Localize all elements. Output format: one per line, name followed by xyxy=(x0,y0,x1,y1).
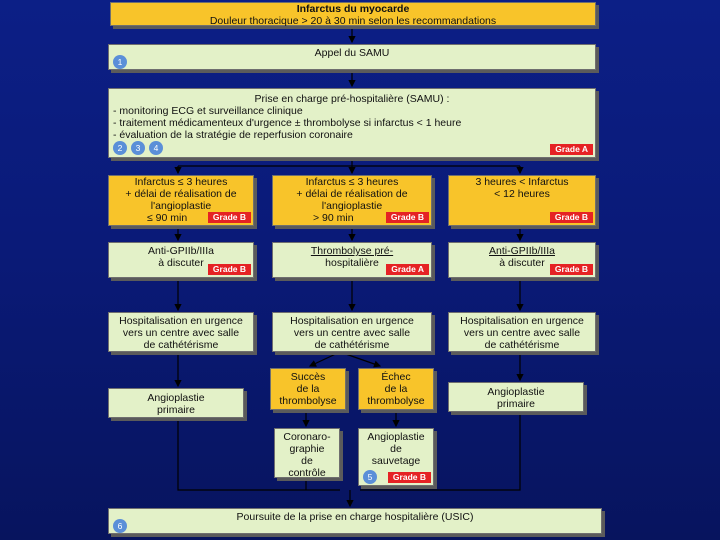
hospitalisation-line: de cathétérisme xyxy=(143,339,219,351)
strategy-box-thrombolysis xyxy=(272,175,432,226)
prehospital-line: - évaluation de la stratégie de reperfusion coronaire xyxy=(113,129,353,141)
footer-box xyxy=(108,508,602,534)
coronarography-line: graphie xyxy=(289,443,325,455)
treatment-box-gpiib-right xyxy=(448,242,596,278)
treatment-box-gpiib-left xyxy=(108,242,254,278)
samu-label: Appel du SAMU xyxy=(314,47,390,59)
outcome-line: de la xyxy=(384,383,408,395)
strategy-line: 3 heures < Infarctus xyxy=(475,176,569,188)
rescue-line: de xyxy=(390,443,402,455)
grade-badge: Grade B xyxy=(550,264,593,275)
strategy-box-angioplasty-90 xyxy=(108,175,254,226)
strategy-line: < 12 heures xyxy=(494,188,550,200)
outcome-line: de la xyxy=(296,383,320,395)
outcome-line: Succès xyxy=(290,371,326,383)
control-coronarography-box xyxy=(274,428,340,478)
hospitalisation-line: de cathétérisme xyxy=(314,339,390,351)
reference-badge: 5 xyxy=(363,470,377,484)
outcome-line: thrombolyse xyxy=(367,395,425,407)
reference-badge: 1 xyxy=(113,55,127,69)
treatment-line: à discuter xyxy=(499,257,545,269)
treatment-line: Anti-GPIIb/IIIa xyxy=(148,245,214,257)
hospitalisation-line: vers un centre avec salle xyxy=(293,327,411,339)
thrombolysis-success-box xyxy=(270,368,346,410)
treatment-box-thrombolysis xyxy=(272,242,432,278)
header-box xyxy=(110,2,596,26)
strategy-box-late xyxy=(448,175,596,226)
hospitalisation-box-left xyxy=(108,312,254,352)
hospitalisation-line: Hospitalisation en urgence xyxy=(290,315,414,327)
grade-badge: Grade B xyxy=(208,212,251,223)
reference-badge: 3 xyxy=(131,141,145,155)
primary-angioplasty-box-left xyxy=(108,388,244,418)
hospitalisation-line: Hospitalisation en urgence xyxy=(119,315,243,327)
strategy-line: Infarctus ≤ 3 heures xyxy=(305,176,399,188)
grade-badge: Grade A xyxy=(550,144,593,155)
angioplasty-line: Angioplastie xyxy=(147,392,205,404)
footer-label: Poursuite de la prise en charge hospitalière (USIC) xyxy=(236,511,474,523)
prehospital-line: - traitement médicamenteux d'urgence ± thrombolyse si infarctus < 1 heure xyxy=(113,117,462,129)
treatment-line: à discuter xyxy=(158,257,204,269)
strategy-line: + délai de réalisation de xyxy=(296,188,408,200)
arrow xyxy=(340,352,380,366)
rescue-line: sauvetage xyxy=(371,455,421,467)
prehospital-line: - monitoring ECG et surveillance clinique xyxy=(113,105,303,117)
reference-badge: 6 xyxy=(113,519,127,533)
angioplasty-line: primaire xyxy=(157,404,195,416)
grade-badge: Grade B xyxy=(386,212,429,223)
hospitalisation-line: vers un centre avec salle xyxy=(122,327,240,339)
reference-badge: 2 xyxy=(113,141,127,155)
coronarography-line: de xyxy=(301,455,313,467)
samu-box xyxy=(108,44,596,70)
hospitalisation-line: de cathétérisme xyxy=(484,339,560,351)
grade-badge: Grade B xyxy=(208,264,251,275)
treatment-line: hospitalière xyxy=(325,257,379,269)
grade-badge: Grade A xyxy=(386,264,429,275)
coronarography-line: contrôle xyxy=(288,467,326,479)
outcome-line: Échec xyxy=(381,371,411,383)
primary-angioplasty-box-right xyxy=(448,382,584,412)
header-subtitle: Douleur thoracique > 20 à 30 min selon les recommandations xyxy=(209,15,497,27)
hospitalisation-box-right xyxy=(448,312,596,352)
hospitalisation-line: Hospitalisation en urgence xyxy=(460,315,584,327)
arrow xyxy=(310,352,340,366)
coronarography-line: Coronaro- xyxy=(283,431,331,443)
strategy-line: Infarctus ≤ 3 heures xyxy=(134,176,228,188)
treatment-line: Thrombolyse pré- xyxy=(310,245,394,257)
reference-badge: 4 xyxy=(149,141,163,155)
angioplasty-line: Angioplastie xyxy=(487,386,545,398)
strategy-line: > 90 min xyxy=(313,212,354,224)
hospitalisation-box-middle xyxy=(272,312,432,352)
angioplasty-line: primaire xyxy=(497,398,535,410)
rescue-angioplasty-box xyxy=(358,428,434,486)
prehospital-title: Prise en charge pré-hospitalière (SAMU) : xyxy=(254,93,450,105)
strategy-line: l'angioplastie xyxy=(150,200,212,212)
strategy-line: ≤ 90 min xyxy=(147,212,188,224)
prehospital-box xyxy=(108,88,596,158)
header-title: Infarctus du myocarde xyxy=(296,3,410,15)
thrombolysis-failure-box xyxy=(358,368,434,410)
grade-badge: Grade B xyxy=(388,472,431,483)
strategy-line: l'angioplastie xyxy=(321,200,383,212)
hospitalisation-line: vers un centre avec salle xyxy=(463,327,581,339)
treatment-line: Anti-GPIIb/IIIa xyxy=(489,245,555,257)
rescue-line: Angioplastie xyxy=(367,431,425,443)
outcome-line: thrombolyse xyxy=(279,395,337,407)
strategy-line: + délai de réalisation de xyxy=(125,188,237,200)
grade-badge: Grade B xyxy=(550,212,593,223)
